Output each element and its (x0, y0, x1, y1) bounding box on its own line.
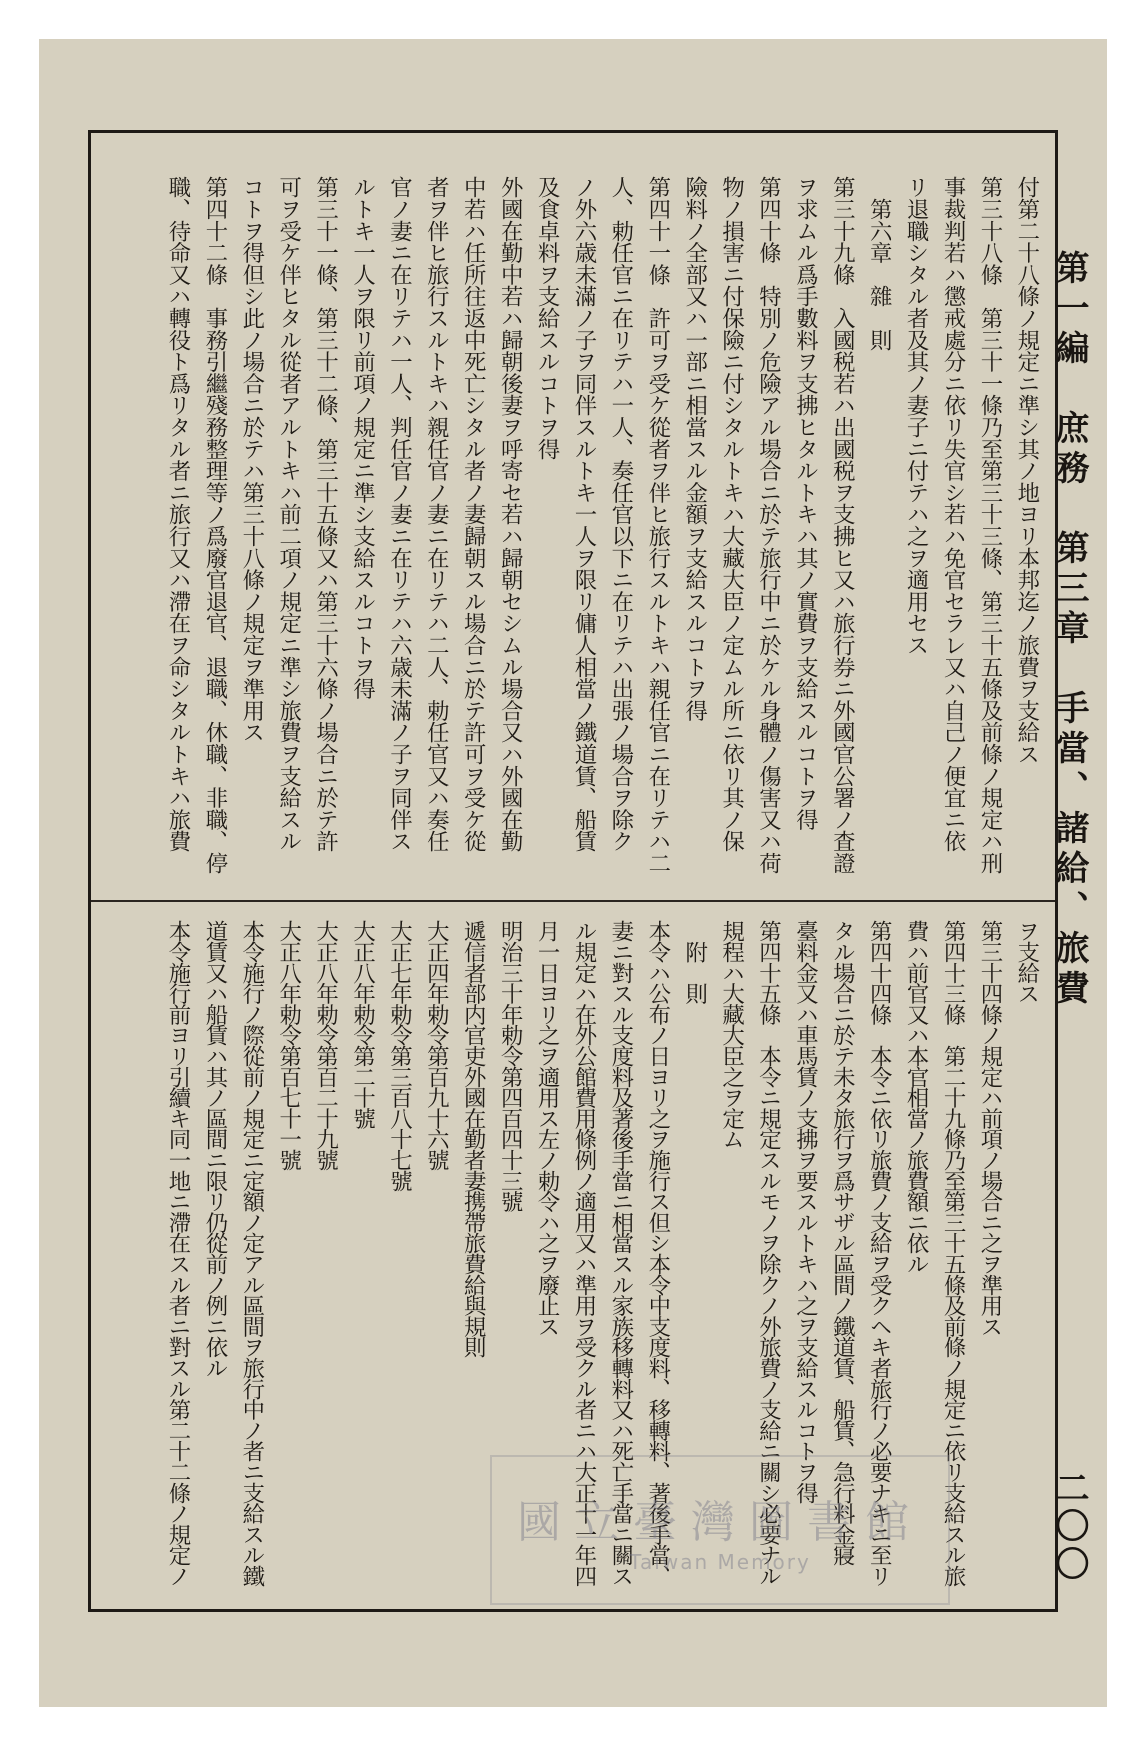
text-column: 險料ノ全部又ハ一部ニ相當スル金額ヲ支給スルコトヲ得 (681, 176, 708, 722)
text-column: 第三十一條、第三十二條、第三十五條又ハ第三十六條ノ場合ニ於テ許 (312, 176, 339, 852)
section-heading: 附 則 (681, 920, 708, 1004)
text-column: 事裁判若ハ懲戒處分ニ依リ失官シ若ハ免官セラレ又ハ自己ノ便宜ニ依 (940, 176, 967, 852)
text-column: リ退職シタル者及其ノ妻子ニ付テハ之ヲ適用セス (903, 176, 930, 656)
text-column: 遞信者部内官吏外國在勤者妻携帶旅費給與規則 (460, 920, 487, 1357)
text-column: 大正八年勅令第百七十一號 (275, 920, 302, 1170)
text-column: ヲ求ムル爲手數料ヲ支拂ヒタルトキハ其ノ實費ヲ支給スルコトヲ得 (792, 176, 819, 831)
text-column: ヲ支給ス (1013, 920, 1040, 1004)
text-column: 職、待命又ハ轉役ト爲リタル者ニ旅行又ハ滯在ヲ命シタルトキハ旅費 (165, 176, 191, 852)
text-column: 第四十條 特別ノ危險アル場合ニ於テ旅行中ニ於ケル身體ノ傷害又ハ荷 (755, 176, 782, 874)
text-column: 本令施行前ヨリ引續キ同一地ニ滯在スル者ニ對スル第二十二條ノ規定ノ (165, 920, 191, 1586)
text-column: 第三十九條 入國税若ハ出國税ヲ支拂ヒ又ハ旅行券ニ外國官公署ノ査證 (829, 176, 856, 874)
section-heading: 第六章 雜 則 (866, 176, 893, 351)
page-number: 二〇〇 (1049, 1470, 1089, 1584)
text-column: ル規定ハ在外公館費用條例ノ適用又ハ準用ヲ受クル者ニハ大正十一年四 (570, 920, 597, 1586)
text-column: 第四十一條 許可ヲ受ケ從者ヲ伴ヒ旅行スルトキハ親任官ニ在リテハ二 (644, 176, 671, 874)
text-column: 付第二十八條ノ規定ニ準シ其ノ地ヨリ本邦迄ノ旅費ヲ支給ス (1013, 176, 1040, 765)
text-column: 大正八年勅令第二十號 (349, 920, 376, 1129)
text-column: 官ノ妻ニ在リテハ一人、判任官ノ妻ニ在リテハ六歳未滿ノ子ヲ同伴ス (386, 176, 413, 852)
lower-text-block (160, 920, 1045, 1600)
text-column: 本令ハ公布ノ日ヨリ之ヲ施行ス但シ本令中支度料、移轉料、著後手當、 (644, 920, 671, 1586)
text-column: 第四十二條 事務引繼殘務整理等ノ爲廢官退官、退職、休職、非職、停 (201, 176, 228, 874)
text-column: 規程ハ大藏大臣之ヲ定ム (718, 920, 745, 1149)
text-column: 本令施行ノ際從前ノ規定ニ定額ノ定アル區間ヲ旅行中ノ者ニ支給スル鐵 (238, 920, 265, 1586)
text-column: 第三十八條 第三十一條乃至第三十三條、第三十五條及前條ノ規定ハ刑 (976, 176, 1003, 874)
text-column: 月一日ヨリ之ヲ適用ス左ノ勅令ハ之ヲ廢止ス (534, 920, 561, 1337)
text-column: 大正八年勅令第百二十九號 (312, 920, 339, 1170)
text-column: 者ヲ伴ヒ旅行スルトキハ親任官ノ妻ニ在リテハ二人、勅任官又ハ奏任 (423, 176, 450, 852)
frame-divider-rule (91, 900, 1055, 902)
text-column: 大正四年勅令第百九十六號 (423, 920, 450, 1170)
text-column: 人、勅任官ニ在リテハ一人、奏任官以下ニ在リテハ出張ノ場合ヲ除ク (607, 176, 634, 852)
text-column: 第四十五條 本令ニ規定スルモノヲ除クノ外旅費ノ支給ニ關シ必要ナル (755, 920, 782, 1586)
text-column: 臺料金又ハ車馬賃ノ支拂ヲ要スルトキハ之ヲ支給スルコトヲ得 (792, 920, 819, 1503)
text-column: ルトキ一人ヲ限リ前項ノ規定ニ準シ支給スルコトヲ得 (349, 176, 376, 700)
text-column: 費ハ前官又ハ本官相當ノ旅費額ニ依ル (903, 920, 930, 1274)
text-column: タル場合ニ於テ未タ旅行ヲ爲サザル區間ノ鐵道賃、船賃、急行料金寢 (829, 920, 856, 1565)
text-column: コトヲ得但シ此ノ場合ニ於テハ第三十八條ノ規定ヲ準用ス (238, 176, 265, 743)
upper-text-block (160, 176, 1045, 892)
text-column: 明治三十年勅令第四百四十三號 (497, 920, 524, 1212)
text-column: 物ノ損害ニ付保險ニ付シタルトキハ大藏大臣ノ定ムル所ニ依リ其ノ保 (718, 176, 745, 852)
text-column: 外國在勤中若ハ歸朝後妻ヲ呼寄セ若ハ歸朝セシムル場合又ハ外國在勤 (497, 176, 524, 852)
running-title: 第一編 庶務 第三章 手當、諸給、旅費 (1049, 250, 1089, 1010)
text-column: 道賃又ハ船賃ハ其ノ區間ニ限リ仍從前ノ例ニ依ル (201, 920, 228, 1378)
watermark-line-2: Taiwan Memory (629, 1550, 811, 1574)
text-column: 第三十四條ノ規定ハ前項ノ場合ニ之ヲ準用ス (976, 920, 1003, 1337)
watermark-line-1: 國立臺灣圖書館 (517, 1497, 923, 1548)
text-column: 中若ハ任所往返中死亡シタル者ノ妻歸朝スル場合ニ於テ許可ヲ受ケ從 (460, 176, 487, 852)
text-column: 妻ニ對スル支度料及著後手當ニ相當スル家族移轉料又ハ死亡手當ニ關ス (607, 920, 634, 1586)
text-column: 大正七年勅令第三百八十七號 (386, 920, 413, 1191)
text-column: 可ヲ受ケ伴ヒタル從者アルトキハ前二項ノ規定ニ準シ旅費ヲ支給スル (275, 176, 302, 852)
text-column: ノ外六歳未滿ノ子ヲ同伴スルトキ一人ヲ限リ傭人相當ノ鐵道賃、船賃 (570, 176, 597, 852)
text-column: 第四十三條 第二十九條乃至第三十五條及前條ノ規定ニ依リ支給スル旅 (940, 920, 967, 1586)
text-column: 第四十四條 本令ニ依リ旅費ノ支給ヲ受クヘキ者旅行ノ必要ナキニ至リ (866, 920, 893, 1586)
text-column: 及食卓料ヲ支給スルコトヲ得 (534, 176, 561, 460)
